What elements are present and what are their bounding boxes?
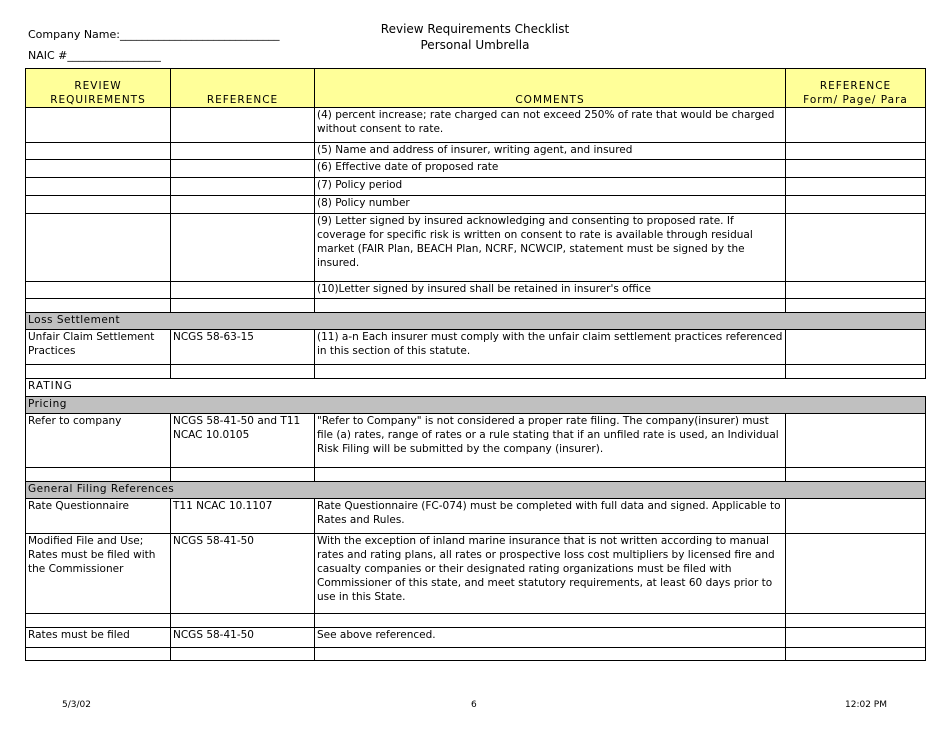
req-cell xyxy=(26,299,171,313)
document-title: Review Requirements Checklist xyxy=(380,22,570,36)
table-row xyxy=(26,365,926,379)
table-row xyxy=(26,282,926,299)
table-row xyxy=(26,628,926,648)
ref-cell xyxy=(171,299,315,313)
company-name-field: Company Name:_____________________________ xyxy=(28,28,280,41)
comment-cell: (5) Name and address of insurer, writing agent, and insured xyxy=(315,143,786,160)
req-cell: Refer to company xyxy=(26,414,171,468)
form-ref-cell xyxy=(786,160,926,178)
comment-cell: (6) Effective date of proposed rate xyxy=(315,160,786,178)
req-cell xyxy=(26,614,171,628)
ref-cell xyxy=(171,282,315,299)
ref-cell: NCGS 58-63-15 xyxy=(171,330,315,365)
form-ref-cell xyxy=(786,499,926,534)
ref-cell xyxy=(171,468,315,482)
document-title-block xyxy=(300,21,650,53)
comment-cell: (9) Letter signed by insured acknowledging and consenting to proposed rate. If coverage for specific risk is written on consent to rate is available through residual market (FAIR Plan, BEACH Plan, NCRF, NCWCIP, statement must be signed by the insured. xyxy=(315,214,786,282)
req-cell xyxy=(26,178,171,196)
comment-cell xyxy=(315,299,786,313)
req-cell: Unfair Claim Settlement Practices xyxy=(26,330,171,365)
table-row xyxy=(26,196,926,214)
col-header-line: REQUIREMENTS xyxy=(50,94,146,106)
form-ref-cell xyxy=(786,299,926,313)
form-ref-cell xyxy=(786,214,926,282)
form-ref-cell xyxy=(786,648,926,661)
table-row xyxy=(26,108,926,143)
req-cell: Rates must be filed xyxy=(26,628,171,648)
table-row xyxy=(26,499,926,534)
req-cell xyxy=(26,282,171,299)
ref-cell xyxy=(171,143,315,160)
col-header-review-requirements xyxy=(26,69,171,108)
section-row-loss-settlement xyxy=(26,313,926,330)
form-ref-cell xyxy=(786,534,926,614)
form-ref-cell xyxy=(786,196,926,214)
form-ref-cell xyxy=(786,365,926,379)
col-header-form-reference xyxy=(786,69,926,108)
comment-cell: With the exception of inland marine insurance that is not written according to manual rates and rating plans, all rates or prospective loss cost multipliers by licensed fire and casualty companies or their designated rating organizations must be filed with Commissioner of this state, and meet statutory requirements, at least 60 days prior to use in this State. xyxy=(315,534,786,614)
section-label: Pricing xyxy=(26,397,926,414)
section-row-pricing xyxy=(26,397,926,414)
footer-date: 5/3/02 xyxy=(62,700,91,710)
comment-cell: (4) percent increase; rate charged can not exceed 250% of rate that would be charged without consent to rate. xyxy=(315,108,786,143)
form-ref-cell xyxy=(786,628,926,648)
ref-cell xyxy=(171,178,315,196)
req-cell xyxy=(26,468,171,482)
table-row xyxy=(26,214,926,282)
form-ref-cell xyxy=(786,178,926,196)
comment-cell: "Refer to Company" is not considered a proper rate filing. The company(insurer) must file (a) rates, range of rates or a rule stating that if an unfiled rate is used, an Individual Risk Filing will be submitted by the company (insurer). xyxy=(315,414,786,468)
table-row xyxy=(26,648,926,661)
ref-cell xyxy=(171,196,315,214)
ref-cell xyxy=(171,214,315,282)
form-ref-cell xyxy=(786,143,926,160)
ref-cell xyxy=(171,648,315,661)
req-cell xyxy=(26,108,171,143)
table-row xyxy=(26,414,926,468)
req-cell: Modified File and Use; Rates must be filed with the Commissioner xyxy=(26,534,171,614)
req-cell xyxy=(26,160,171,178)
req-cell xyxy=(26,214,171,282)
form-ref-cell xyxy=(786,468,926,482)
table-row xyxy=(26,160,926,178)
req-cell xyxy=(26,648,171,661)
document-subtitle: Personal Umbrella xyxy=(420,38,530,52)
comment-cell xyxy=(315,648,786,661)
col-header-reference: REFERENCE xyxy=(171,69,315,108)
ref-cell: NCGS 58-41-50 xyxy=(171,534,315,614)
req-cell xyxy=(26,143,171,160)
comment-cell: (7) Policy period xyxy=(315,178,786,196)
comment-cell xyxy=(315,365,786,379)
req-cell: Rate Questionnaire xyxy=(26,499,171,534)
comment-cell xyxy=(315,468,786,482)
comment-cell: Rate Questionnaire (FC-074) must be completed with full data and signed. Applicable to Rates and Rules. xyxy=(315,499,786,534)
table-row xyxy=(26,468,926,482)
section-label: Loss Settlement xyxy=(26,313,926,330)
table-row xyxy=(26,178,926,196)
ref-cell xyxy=(171,365,315,379)
col-header-line: REVIEW xyxy=(74,80,122,92)
comment-cell: See above referenced. xyxy=(315,628,786,648)
comment-cell: (10)Letter signed by insured shall be retained in insurer's office xyxy=(315,282,786,299)
section-row-general-filing xyxy=(26,482,926,499)
rating-row xyxy=(26,379,926,397)
table-row xyxy=(26,330,926,365)
section-label: General Filing References xyxy=(26,482,926,499)
form-ref-cell xyxy=(786,282,926,299)
req-cell xyxy=(26,365,171,379)
col-header-line: REFERENCE xyxy=(819,80,892,92)
table-row xyxy=(26,614,926,628)
req-cell xyxy=(26,196,171,214)
checklist-table xyxy=(25,68,926,661)
ref-cell xyxy=(171,614,315,628)
table-header-row xyxy=(26,69,926,108)
ref-cell xyxy=(171,160,315,178)
table-row xyxy=(26,534,926,614)
footer-page-number: 6 xyxy=(471,700,477,710)
ref-cell: NCGS 58-41-50 and T11 NCAC 10.0105 xyxy=(171,414,315,468)
col-header-line: Form/ Page/ Para xyxy=(803,94,908,106)
form-ref-cell xyxy=(786,330,926,365)
form-ref-cell xyxy=(786,414,926,468)
form-ref-cell xyxy=(786,614,926,628)
ref-cell: T11 NCAC 10.1107 xyxy=(171,499,315,534)
table-row xyxy=(26,143,926,160)
form-ref-cell xyxy=(786,108,926,143)
table-row xyxy=(26,299,926,313)
ref-cell: NCGS 58-41-50 xyxy=(171,628,315,648)
comment-cell xyxy=(315,614,786,628)
rating-label: RATING xyxy=(26,379,926,397)
comment-cell: (8) Policy number xyxy=(315,196,786,214)
comment-cell: (11) a-n Each insurer must comply with the unfair claim settlement practices referenced in this section of this statute. xyxy=(315,330,786,365)
col-header-comments: COMMENTS xyxy=(315,69,786,108)
ref-cell xyxy=(171,108,315,143)
footer-time: 12:02 PM xyxy=(845,700,887,710)
naic-field: NAIC #_________________ xyxy=(28,49,161,62)
